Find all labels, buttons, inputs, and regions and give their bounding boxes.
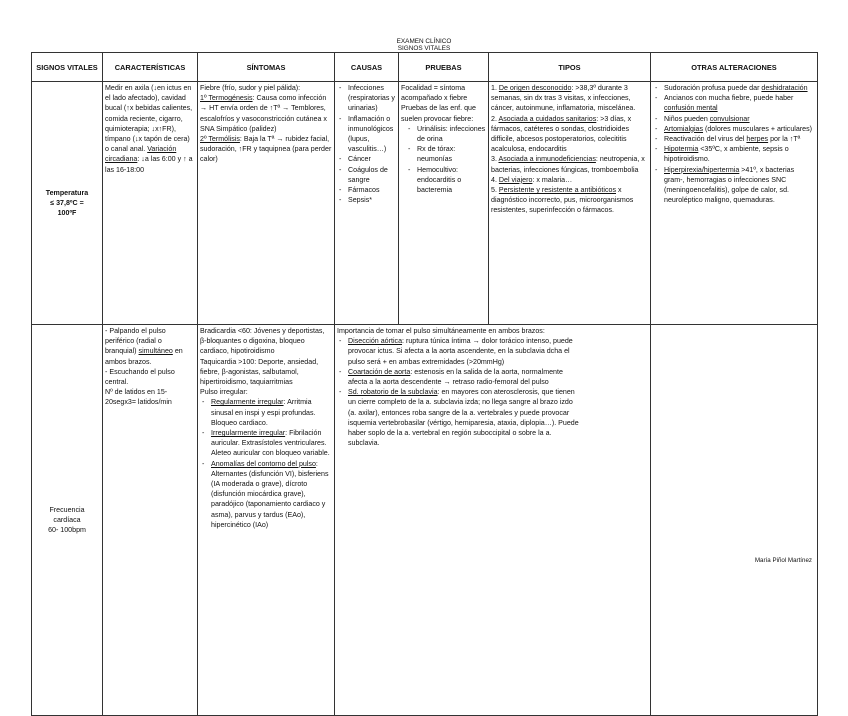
underlined-term: Coartación de aorta — [348, 367, 411, 376]
list-item — [337, 387, 579, 448]
underlined-term: Disección aórtica — [348, 337, 403, 346]
vital-range: ≤ 37,8ºC = — [50, 198, 84, 207]
paragraph — [200, 93, 332, 134]
list-item — [653, 114, 815, 124]
col-header-causas: CAUSAS — [335, 53, 399, 82]
list-item: - Hemocultivo: endocarditis o bacteremia — [401, 165, 486, 196]
text: : Baja la Tª → rubidez facial, sudoración, ↑FR y taquipnea (para perder calor) — [200, 135, 332, 164]
text: Taquicardia >100: Deporte, ansiedad, fiebre, β-agonistas, salbutamol, hipertiroidismo, taquiarritmias — [200, 357, 319, 387]
text: : >38,3º durante 3 semanas, sin dx tras 3 visitas, x infecciones, cáncer, autoinmune, inflamatoria, miscelánea. — [491, 84, 636, 113]
vital-name: Frecuencia — [49, 505, 85, 514]
underlined-term: 2º Termólisis — [200, 135, 240, 144]
cell-tipos-empty — [651, 325, 818, 716]
text: Pruebas de las enf. que suelen provocar fiebre: — [401, 104, 476, 123]
text: 1. — [491, 84, 499, 92]
list-item: - Fármacos — [337, 185, 396, 195]
text: : en mayores con aterosclerosis, que tienen un cierre completo de la a. subclavia izda; no llega sangre al brazo izdo (a. axilar), entonces roba sangre de la a. vertebrales y puede provocar isquemia vertebrobasilar (vértigo, hemiparesia, ataxia, diplopia…). Puede haber soplo de la a. vertebral en región suboccipital o sobre la a. subclavia. — [348, 388, 579, 448]
underlined-term: Asociada a cuidados sanitarios — [498, 114, 597, 123]
list-item — [200, 459, 332, 530]
cell-tipos — [489, 82, 651, 325]
text: 4. — [491, 175, 499, 184]
text: (dolores musculares + articulares) — [703, 124, 813, 133]
underlined-term: Variación circadiana — [105, 145, 177, 164]
document-title: EXAMEN CLÍNICO — [396, 38, 452, 45]
text: : ↓a las 6:00 y ↑ a las 16-18:00 — [105, 155, 193, 174]
underlined-term: Hipotermia — [664, 145, 699, 154]
list-item: - Urinálisis: infecciones de orina — [401, 124, 486, 144]
text: 2. — [491, 114, 499, 123]
underlined-term: convulsionar — [709, 114, 750, 123]
underlined-term: Sd. robatorio de la subclavia — [348, 388, 438, 397]
underlined-term: De origen desconocido — [498, 84, 572, 92]
underlined-term: Hiperpirexia/hipertermia — [664, 165, 740, 174]
list-item — [653, 83, 815, 93]
list-item: - Rx de tórax: neumonías — [401, 144, 486, 164]
document-subtitle: SIGNOS VITALES — [397, 45, 451, 52]
underlined-term: Anomalías del contorno del pulso — [211, 459, 316, 468]
text: - Palpando el pulso periférico (radial o branquial) — [105, 327, 166, 356]
col-header-otras: OTRAS ALTERACIONES — [651, 53, 818, 82]
list-item: - Coágulos de sangre — [337, 165, 396, 185]
cell-otras — [651, 82, 818, 325]
header-row — [32, 53, 818, 82]
tipo-item — [491, 175, 648, 185]
list-item — [653, 134, 815, 144]
author-footer: María Piñol Martínez — [754, 557, 812, 564]
text: : Arritmia sinusal en inspi y espi profundas. Bloqueo cardiaco. — [211, 398, 316, 427]
underlined-term: herpes — [746, 135, 769, 144]
cell-caracteristicas — [103, 325, 198, 716]
causas-list — [337, 83, 396, 205]
paragraph — [200, 134, 332, 165]
underlined-term: Del viajero — [498, 175, 533, 184]
col-header-caracteristicas: CARACTERÍSTICAS — [103, 53, 198, 82]
text: : Causa como infección → HT envía orden de ↑Tª → Temblores, escalofríos y vasoconstricción cutánea x SNA Simpático (palidez) — [200, 94, 327, 133]
text: : neutropenia, x bacterias, infecciones fúngicas, tromboembolia — [491, 155, 645, 174]
cell-caracteristicas — [103, 82, 198, 325]
col-header-signos: SIGNOS VITALES — [32, 53, 103, 82]
pulso-irregular-list — [200, 397, 332, 530]
cell-causas — [335, 82, 399, 325]
list-item — [653, 124, 815, 134]
otras-list — [653, 83, 815, 205]
text: Pulso irregular: — [200, 388, 248, 397]
vital-temperatura — [32, 82, 103, 325]
pruebas-list — [337, 336, 579, 448]
vital-range-2: 100ºF — [57, 209, 77, 218]
underlined-term: Artomialgias — [664, 124, 704, 133]
text: Focalidad = síntoma acompañado x fiebre — [401, 84, 468, 103]
list-item — [337, 336, 579, 367]
cell-sintomas — [198, 82, 335, 325]
text: Bradicardia <60: Jóvenes y deportistas, β-bloquantes o digoxina, bloqueo cardiaco, hipotiroidismo — [200, 327, 325, 356]
col-header-sintomas: SÍNTOMAS — [198, 53, 335, 82]
tipo-item — [491, 154, 648, 174]
text: - Escuchando el pulso central. — [105, 367, 175, 387]
text: Fiebre (frío, sudor y piel pálida): — [200, 84, 301, 92]
list-item: - Infecciones (respiratorias y urinarias) — [337, 83, 396, 114]
text: : x malaria… — [532, 175, 573, 184]
underlined-term: 1º Termogénesis — [200, 94, 253, 103]
row-temperatura — [32, 82, 818, 325]
pruebas-block — [337, 326, 579, 448]
list-item — [200, 397, 332, 428]
cell-pruebas — [399, 82, 489, 325]
row-frecuencia — [32, 325, 818, 716]
underlined-term: Asociada a inmunodeficiencias — [498, 155, 596, 164]
list-item — [653, 165, 815, 206]
cell-pruebas-merged — [335, 325, 651, 716]
list-item — [653, 144, 815, 164]
list-item: - Inflamación o inmunológicos (lupus, vasculitis…) — [337, 114, 396, 155]
underlined-term: simultáneo — [138, 347, 173, 356]
col-header-tipos: TIPOS — [489, 53, 651, 82]
list-item — [653, 93, 815, 113]
vital-frecuencia — [32, 325, 103, 716]
text: Niños pueden — [664, 114, 710, 123]
text: Importancia de tomar el pulso simultáneamente en ambos brazos: — [337, 327, 545, 335]
underlined-term: Irregularmente irregular — [211, 429, 286, 438]
list-item — [200, 428, 332, 459]
text: Reactivación del virus del — [664, 135, 747, 144]
text: : >3 días, x fármacos, catéteres o sondas, clostridioides difficile, abcesos postoperatorios, colecititis acalculosa, endocarditis — [491, 114, 632, 154]
list-item — [337, 367, 579, 387]
text: 3. — [491, 155, 499, 164]
vital-name-2: cardíaca — [53, 515, 81, 524]
text: : estenosis en la salida de la aorta, normalmente afecta a la aorta descendente → retraso radio-femoral del pulso — [348, 367, 563, 387]
text: x diagnóstico incorrecto, pus, microorganismos resistentes, superinfección o fármacos. — [491, 186, 634, 215]
text: : ruptura túnica íntima → dolor torácico intenso, puede provocar ictus. Si afecta a la aorta ascendente, en la subclavia dcha el pulso será + en ambas extremidades (>20mmHg) — [348, 337, 573, 366]
text: Ancianos con mucha fiebre, puede haber — [664, 94, 794, 103]
text: : Alternantes (disfunción VI), bisferiens (IA moderada o grave), dícroto (disfunción miocárdica grave), paradójico (taponamiento cardiaco y asma), parvus y tardus (EAo), hipercinético (IAo) — [211, 459, 329, 529]
underlined-term: deshidratación — [761, 84, 808, 92]
text: Medir en axila (↓en ictus en el lado afectado), cavidad bucal (↑x bebidas calientes, comida reciente, cigarro, quimioterapia; ↓x↑FR), tímpano (↓x tapón de cera) o canal anal. — [105, 84, 193, 154]
underlined-term: confusión mental — [664, 104, 718, 113]
text: por la ↑Tª — [768, 135, 801, 144]
underlined-term: Persistente y resistente a antibióticos — [498, 186, 616, 195]
list-item: - Sepsis* — [337, 195, 396, 205]
text: >41º, x bacterias gram-, hemorragias o infecciones SNC (meningoencefalitis), golpe de calor, sd. neuroléptico maligno, quemaduras. — [664, 165, 795, 205]
pruebas-list — [401, 124, 486, 195]
tipo-item — [491, 114, 648, 155]
tipo-item — [491, 185, 648, 216]
underlined-term: Regularmente irregular — [211, 398, 284, 407]
text: Nº de latidos en 15-20segx3= latidos/min — [105, 388, 172, 407]
vital-range: 60- 100bpm — [48, 525, 86, 534]
text: Sudoración profusa puede dar — [664, 84, 762, 92]
text: 5. — [491, 186, 499, 195]
text: en ambos brazos. — [105, 347, 183, 366]
text: : Fibrilación auricular. Extrasístoles ventriculares. Aleteo auricular con bloqueo variable. — [211, 429, 330, 458]
vital-name: Temperatura — [45, 188, 89, 197]
text: <35ºC, x ambiente, sepsis o hipotiroidismo. — [664, 145, 789, 164]
tipo-item — [491, 83, 648, 114]
col-header-pruebas: PRUEBAS — [399, 53, 489, 82]
cell-sintomas — [198, 325, 335, 716]
list-item: - Cáncer — [337, 154, 396, 164]
vital-signs-table — [31, 52, 818, 716]
